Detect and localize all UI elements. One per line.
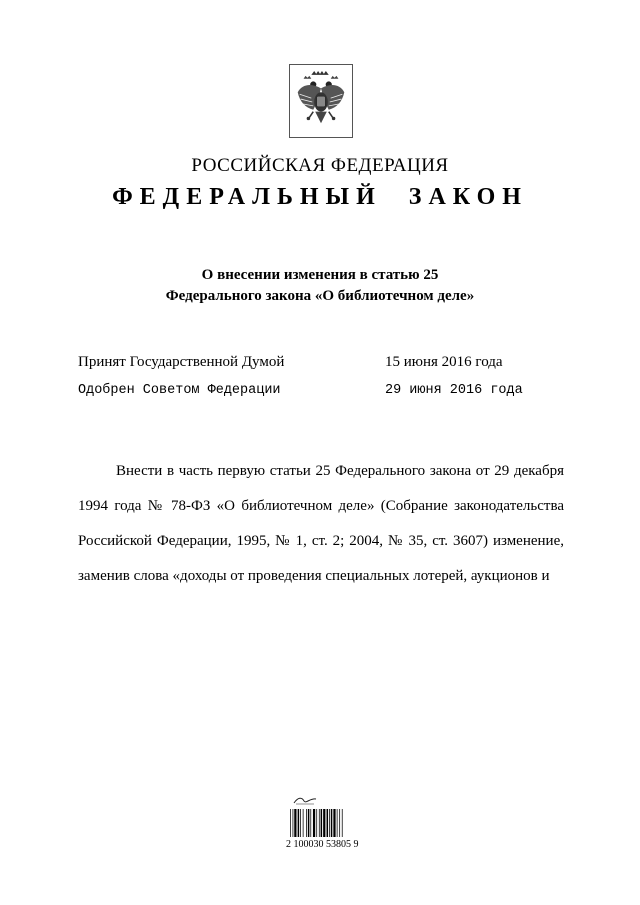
russian-coat-of-arms-icon: [290, 65, 352, 137]
barcode-bars: [290, 809, 362, 837]
barcode-number: 2 100030 53805 9: [286, 839, 359, 850]
council-approval-label: Одобрен Советом Федерации: [78, 383, 281, 398]
council-approval-date: 29 июня 2016 года: [385, 383, 523, 398]
law-subject-line-1: О внесении изменения в статью 25: [201, 267, 439, 283]
law-subject: [0, 265, 640, 307]
document-type-title: ФЕДЕРАЛЬНЫЙ ЗАКОН: [112, 184, 528, 210]
country-title: РОССИЙСКАЯ ФЕДЕРАЦИЯ: [191, 155, 449, 176]
registry-stamp-icon: [292, 795, 318, 805]
duma-adoption-date: 15 июня 2016 года: [385, 354, 503, 370]
law-body-paragraph: Внести в часть первую статьи 25 Федерального закона от 29 декабря 1994 года № 78-ФЗ «О библиотечном деле» (Собрание законодательства Российской Федерации, 1995, № 1, ст. 2; 2004, № 35, ст. 3607) изменение, заменив слова «доходы от проведения специальных лотерей, аукционов и: [78, 463, 564, 584]
coat-of-arms-emblem: [289, 64, 353, 138]
duma-adoption-label: Принят Государственной Думой: [78, 354, 285, 370]
document-barcode: [286, 795, 366, 855]
law-subject-line-2: Федерального закона «О библиотечном деле»: [165, 288, 475, 304]
